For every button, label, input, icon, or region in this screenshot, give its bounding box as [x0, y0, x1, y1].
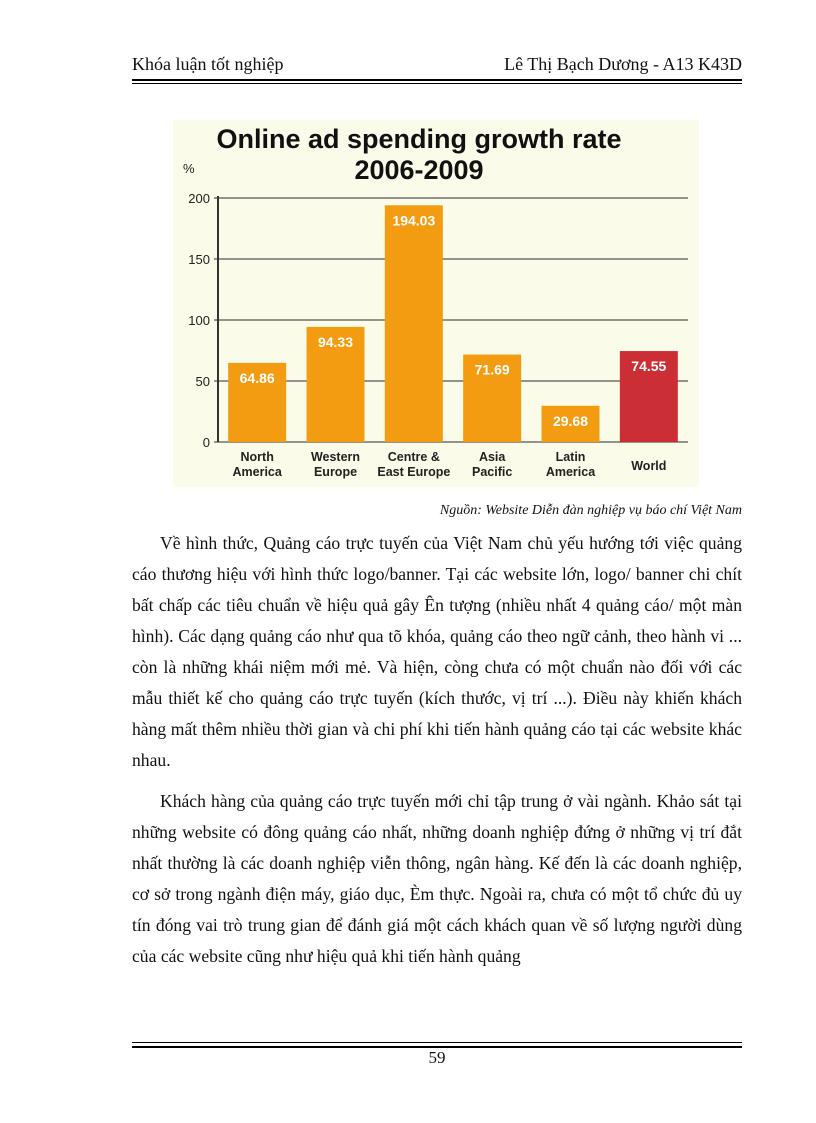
footer-rule-thin [132, 1042, 742, 1043]
bar-value-label: 194.03 [392, 212, 436, 229]
bar-value-label: 71.69 [474, 361, 510, 378]
x-tick-label: World [631, 459, 667, 473]
x-tick-label: America [545, 465, 596, 479]
bar-value-label: 94.33 [317, 333, 354, 350]
body-text [132, 528, 742, 982]
header-author: Lê Thị Bạch Dương - A13 K43D [504, 54, 742, 74]
bar [385, 205, 443, 442]
x-tick-label: East Europe [377, 465, 451, 479]
header-thesis-label: Khóa luận tốt nghiệp [132, 54, 284, 74]
figure-source: Nguồn: Website Diễn đàn nghiệp vụ báo chí Việt Nam [439, 503, 742, 518]
header-rule-thin [132, 83, 742, 84]
paragraph: Khách hàng của quảng cáo trực tuyến mới chỉ tập trung ở vài ngành. Khảo sát tại những website có đông quảng cáo nhất, những doanh nghiệp đứng ở những vị trí đắt nhất thường là các doanh nghiệp viễn thông, ngân hàng. Kế đến là các doanh nghiệp, cơ sở trong ngành điện máy, giáo dục, Èm thực. Ngoài ra, chưa có một tổ chức đủ uy tín đóng vai trò trung gian để đánh giá một cách khách quan về số lượng người dùng của các website cũng như hiệu quả khi tiến hành quảng [132, 791, 742, 966]
x-tick-label: Latin [555, 450, 586, 464]
page-header [132, 52, 742, 82]
bar-value-label: 74.55 [631, 358, 667, 375]
paragraph: Về hình thức, Quảng cáo trực tuyến của Việt Nam chủ yếu hướng tới việc quảng cáo thương hiệu với hình thức logo/banner. Tại các website lớn, logo/ banner chi chít bất chấp các tiêu chuẩn về hiệu quả gây Ên tượng (nhiều nhất 4 quảng cáo/ một màn hình). Các dạng quảng cáo như qua tõ khóa, quảng cáo theo ngữ cảnh, theo hành vi ... còn là những khái niệm mới mẻ. Và hiện, còng chưa có một chuẩn nào đối với các mẫu thiết kế cho quảng cáo trực tuyến (kích thước, vị trí ...). Điều này khiến khách hàng mất thêm nhiều thời gian và chi phí khi tiến hành quảng cáo tại các website khác nhau. [132, 533, 742, 770]
x-tick-label: Pacific [472, 465, 513, 479]
x-tick-label: Western [310, 450, 361, 464]
y-tick-label: 50 [195, 374, 210, 389]
x-tick-label: North [240, 450, 274, 464]
x-tick-label: Europe [313, 465, 358, 479]
chart-title: Online ad spending growth rate [216, 124, 622, 154]
x-tick-label: America [232, 465, 282, 479]
page-number: 59 [428, 1048, 446, 1067]
bar-chart [173, 120, 699, 487]
y-axis-label: % [183, 161, 195, 176]
y-tick-label: 0 [202, 435, 210, 450]
y-tick-label: 100 [188, 313, 210, 328]
header-rule [132, 79, 742, 81]
bar-value-label: 29.68 [552, 412, 589, 429]
chart-subtitle: 2006-2009 [354, 155, 484, 185]
y-tick-label: 200 [188, 191, 210, 206]
x-tick-label: Centre & [387, 450, 440, 464]
y-tick-label: 150 [188, 252, 210, 267]
chart-figure [173, 120, 699, 487]
x-tick-label: Asia [478, 450, 506, 464]
bar-value-label: 64.86 [239, 369, 275, 386]
